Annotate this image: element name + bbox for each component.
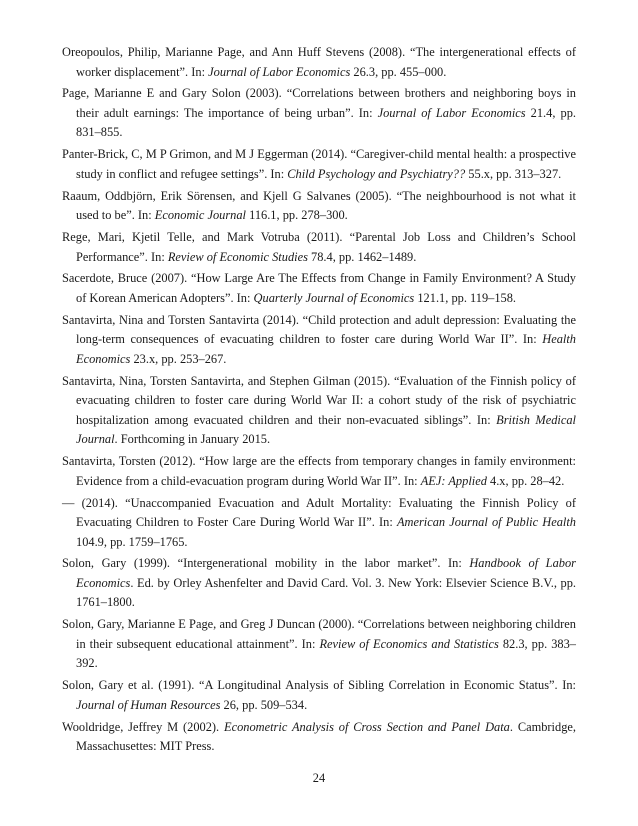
reference-source: Economic Journal <box>154 208 246 223</box>
reference-entry <box>62 84 576 143</box>
reference-authors-title: Solon, Gary (1999). “Intergenerational mobility in the labor market”. In: <box>62 556 470 571</box>
reference-source: Handbook of Labor Economics <box>76 556 576 590</box>
reference-source: Econometric Analysis of Cross Section and Panel Data <box>224 719 510 734</box>
reference-source: AEJ: Applied <box>420 473 487 488</box>
reference-details: 23.x, pp. 253–267. <box>130 351 227 366</box>
reference-authors-title: Wooldridge, Jeffrey M (2002). <box>62 719 225 734</box>
reference-authors-title: Santavirta, Nina and Torsten Santavirta (2014). “Child protection and adult depression: Evaluating the long-term consequences of evacuating children to foster care during World War II”. In: <box>62 312 576 347</box>
reference-source: Child Psychology and Psychiatry?? <box>287 166 466 181</box>
reference-details: . Cambridge, Massachusettes: MIT Press. <box>76 719 576 754</box>
reference-list <box>62 43 576 759</box>
reference-details: . Ed. by Orley Ashenfelter and David Card. Vol. 3. New York: Elsevier Science B.V., pp. 1761–1800. <box>76 575 576 610</box>
reference-entry <box>62 494 576 553</box>
reference-authors-title: Santavirta, Torsten (2012). “How large are the effects from temporary changes in family environment: Evidence from a child-evacuation program during World War II”. In: <box>62 454 576 488</box>
reference-details: 26, pp. 509–534. <box>220 697 308 712</box>
reference-details: 121.1, pp. 119–158. <box>414 290 517 305</box>
reference-details: 78.4, pp. 1462–1489. <box>307 249 417 264</box>
reference-details: 4.x, pp. 28–42. <box>486 473 565 488</box>
reference-entry <box>62 187 576 226</box>
reference-source: British Medical Journal <box>76 412 576 447</box>
reference-source: Quarterly Journal of Economics <box>253 290 415 305</box>
reference-authors-title: Sacerdote, Bruce (2007). “How Large Are The Effects from Change in Family Environment? A Study of Korean American Adopters”. In: <box>62 271 576 305</box>
reference-entry <box>62 311 576 370</box>
reference-details: 55.x, pp. 313–327. <box>465 166 562 181</box>
reference-authors-title: Panter-Brick, C, M P Grimon, and M J Eggerman (2014). “Caregiver-child mental health: a prospective study in conflict and refugee settings”. In: <box>62 147 576 181</box>
reference-details: 104.9, pp. 1759–1765. <box>76 534 188 549</box>
reference-entry <box>62 145 576 184</box>
reference-entry <box>62 718 576 757</box>
reference-source: Journal of Labor Economics <box>208 64 351 79</box>
reference-entry <box>62 228 576 267</box>
reference-authors-title: — (2014). “Unaccompanied Evacuation and Adult Mortality: Evaluating the Finnish Policy of Evacuating Children to Foster Care During World War II”. In: <box>62 495 576 530</box>
reference-authors-title: Raaum, Oddbjörn, Erik Sörensen, and Kjell G Salvanes (2005). “The neighbourhood is not what it used to be”. In: <box>62 188 576 223</box>
reference-source: American Journal of Public Health <box>396 515 576 530</box>
reference-authors-title: Santavirta, Nina, Torsten Santavirta, and Stephen Gilman (2015). “Evaluation of the Finnish policy of evacuating children to foster care during World War II: a cohort study of the risk of psychiatric hospitalization among evacuated children and their non-evacuated siblings”. In: <box>62 373 576 427</box>
reference-source: Review of Economic Studies <box>167 249 308 264</box>
reference-entry <box>62 615 576 674</box>
reference-entry <box>62 452 576 491</box>
reference-entry <box>62 676 576 715</box>
reference-source: Health Economics <box>76 332 576 366</box>
reference-authors-title: Oreopoulos, Philip, Marianne Page, and Ann Huff Stevens (2008). “The intergenerational effects of worker displacement”. In: <box>62 45 576 79</box>
reference-details: 26.3, pp. 455–000. <box>350 64 447 79</box>
reference-details: 82.3, pp. 383–392. <box>76 636 576 671</box>
reference-authors-title: Page, Marianne E and Gary Solon (2003). “Correlations between brothers and neighboring boys in their adult earnings: The importance of being urban”. In: <box>62 86 576 120</box>
reference-source: Review of Economics and Statistics <box>319 636 499 651</box>
page-number: 24 <box>312 771 326 785</box>
reference-authors-title: Solon, Gary, Marianne E Page, and Greg J Duncan (2000). “Correlations between neighboring children in their subsequent educational attainment”. In: <box>62 617 576 651</box>
reference-source: Journal of Labor Economics <box>377 105 526 120</box>
reference-details: . Forthcoming in January 2015. <box>114 432 271 447</box>
reference-authors-title: Rege, Mari, Kjetil Telle, and Mark Votruba (2011). “Parental Job Loss and Children’s School Performance”. In: <box>62 230 576 264</box>
reference-authors-title: Solon, Gary et al. (1991). “A Longitudinal Analysis of Sibling Correlation in Economic Status”. In: <box>62 678 576 693</box>
reference-source: Journal of Human Resources <box>76 697 221 712</box>
reference-entry <box>62 372 576 450</box>
reference-details: 21.4, pp. 831–855. <box>76 105 576 140</box>
reference-entry <box>62 554 576 613</box>
reference-entry <box>62 43 576 82</box>
reference-entry <box>62 269 576 308</box>
reference-details: 116.1, pp. 278–300. <box>245 208 348 223</box>
